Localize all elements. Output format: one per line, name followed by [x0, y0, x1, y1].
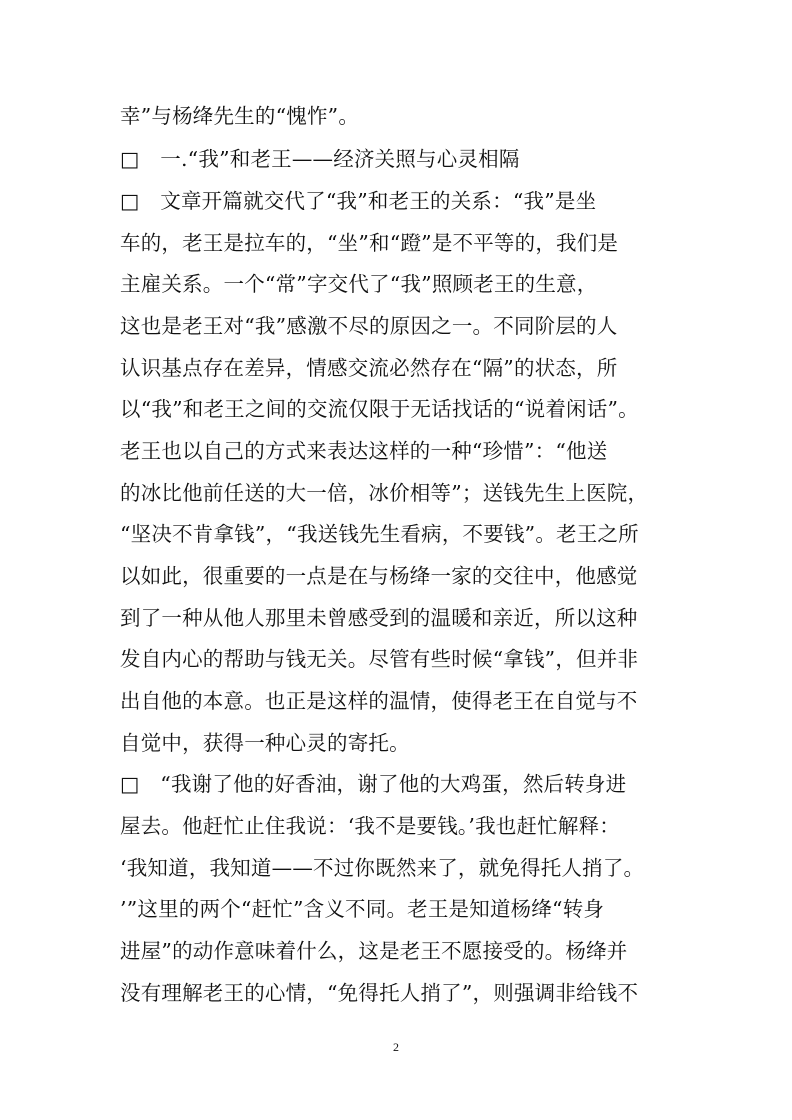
- text-line: 自觉中，获得一种心灵的寄托。: [120, 731, 410, 755]
- text-line: 没有理解老王的心情，“免得托人捎了”，则强调非给钱不: [120, 981, 639, 1005]
- text-line: 这也是老王对“我”感激不尽的原因之一。不同阶层的人: [120, 314, 618, 338]
- text-line: 以“我”和老王之间的交流仅限于无话找话的“说着闲话”。: [120, 397, 639, 421]
- text-line: 主雇关系。一个“常”字交代了“我”照顾老王的生意，: [120, 272, 598, 296]
- text-line: 的冰比他前任送的大一倍，冰价相等”；送钱先生上医院，: [120, 481, 649, 505]
- text-line: ‘我知道，我知道——不过你既然来了，就免得托人捎了。: [120, 856, 645, 880]
- text-line: 幸”与杨绛先生的“愧怍”。: [120, 104, 360, 128]
- text-line: 老王也以自己的方式来表达这样的一种“珍惜”：“他送: [120, 439, 608, 463]
- text-line: □ 文章开篇就交代了“我”和老王的关系：“我”是坐: [120, 189, 597, 213]
- text-line: 以如此，很重要的一点是在与杨绛一家的交往中，他感觉: [120, 564, 638, 588]
- text-line: □ “我谢了他的好香油，谢了他的大鸡蛋，然后转身进: [120, 772, 627, 796]
- page-number: 2: [393, 1040, 399, 1054]
- section-heading: □ 一.“我”和老王——经济关照与心灵相隔: [120, 147, 520, 171]
- text-line: 屋去。他赶忙止住我说：‘我不是要钱。’我也赶忙解释：: [120, 814, 620, 838]
- text-line: 认识基点存在差异，情感交流必然存在“隔”的状态，所: [120, 356, 618, 380]
- text-line: 出自他的本意。也正是这样的温情，使得老王在自觉与不: [120, 689, 638, 713]
- text-line: 车的，老王是拉车的，“坐”和“蹬”是不平等的，我们是: [120, 231, 619, 255]
- text-line: 到了一种从他人那里未曾感受到的温暖和亲近，所以这种: [120, 606, 638, 630]
- text-line: ’”这里的两个“赶忙”含义不同。老王是知道杨绛“转身: [120, 897, 605, 921]
- text-line: “坚决不肯拿钱”，“我送钱先生看病，不要钱”。老王之所: [120, 522, 639, 546]
- text-line: 发自内心的帮助与钱无关。尽管有些时候“拿钱”，但并非: [120, 647, 639, 671]
- text-line: 进屋”的动作意味着什么，这是老王不愿接受的。杨绛并: [120, 939, 628, 963]
